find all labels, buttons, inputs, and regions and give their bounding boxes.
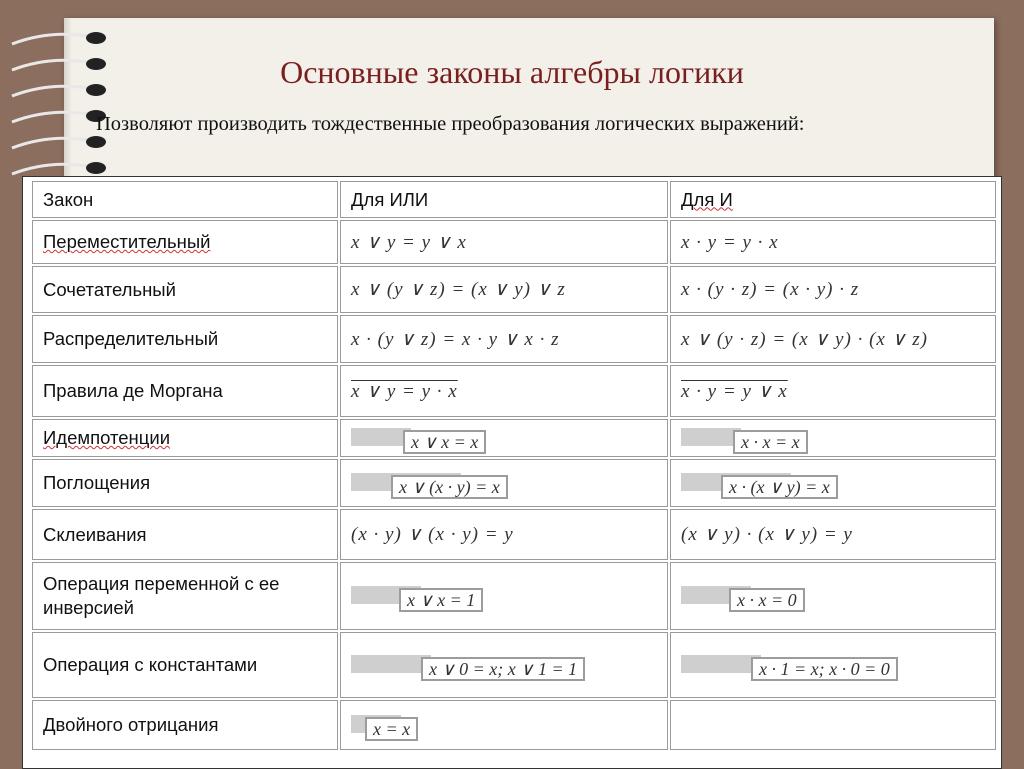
table-row	[32, 459, 996, 507]
law-name: Переместительный	[32, 220, 338, 264]
header-or: Для ИЛИ	[340, 181, 668, 218]
law-and-formula: x · y = y ∨ x	[670, 365, 996, 417]
law-name: Операция переменной с ее инверсией	[32, 562, 338, 630]
law-or-formula: x ∨ x = x	[340, 419, 668, 457]
law-name: Распределительный	[32, 315, 338, 363]
laws-table	[30, 179, 998, 752]
header-and: Для И	[670, 181, 996, 218]
table-row	[32, 419, 996, 457]
law-or-formula: (x · y) ∨ (x · y) = y	[340, 509, 668, 560]
table-row	[32, 632, 996, 698]
law-or-formula: x ∨ (x · y) = x	[340, 459, 668, 507]
law-name: Поглощения	[32, 459, 338, 507]
law-or-formula: x ∨ x = 1	[340, 562, 668, 630]
table-row	[32, 509, 996, 560]
header-law: Закон	[32, 181, 338, 218]
table-row	[32, 365, 996, 417]
law-and-formula: x · y = y · x	[670, 220, 996, 264]
slide-title: Основные законы алгебры логики	[280, 54, 744, 90]
law-or-formula: x ∨ y = y ∨ x	[340, 220, 668, 264]
law-and-formula	[670, 700, 996, 750]
law-name: Идемпотенции	[32, 419, 338, 457]
law-or-formula: x ∨ y = y · x	[340, 365, 668, 417]
spiral-ring-icon	[8, 106, 108, 128]
table-row	[32, 266, 996, 313]
spiral-ring-icon	[8, 28, 108, 50]
table-header-row	[32, 181, 996, 218]
law-and-formula: x · (y · z) = (x · y) · z	[670, 266, 996, 313]
law-and-formula: x · x = x	[670, 419, 996, 457]
law-and-formula: x · x = 0	[670, 562, 996, 630]
law-or-formula: x ∨ (y ∨ z) = (x ∨ y) ∨ z	[340, 266, 668, 313]
law-name: Склеивания	[32, 509, 338, 560]
law-and-formula: (x ∨ y) · (x ∨ y) = y	[670, 509, 996, 560]
law-name: Сочетательный	[32, 266, 338, 313]
spiral-ring-icon	[8, 132, 108, 154]
table-row	[32, 315, 996, 363]
law-and-formula: x · 1 = x; x · 0 = 0	[670, 632, 996, 698]
law-or-formula: x ∨ 0 = x; x ∨ 1 = 1	[340, 632, 668, 698]
table-row	[32, 700, 996, 750]
law-and-formula: x ∨ (y · z) = (x ∨ y) · (x ∨ z)	[670, 315, 996, 363]
law-name: Правила де Моргана	[32, 365, 338, 417]
laws-table-container	[22, 176, 1002, 769]
law-or-formula: x = x	[340, 700, 668, 750]
table-row	[32, 562, 996, 630]
law-and-formula: x · (x ∨ y) = x	[670, 459, 996, 507]
law-name: Двойного отрицания	[32, 700, 338, 750]
law-or-formula: x · (y ∨ z) = x · y ∨ x · z	[340, 315, 668, 363]
table-row	[32, 220, 996, 264]
slide-subtitle: Позволяют производить тождественные преобразования логических выражений:	[96, 113, 805, 135]
law-name: Операция с константами	[32, 632, 338, 698]
